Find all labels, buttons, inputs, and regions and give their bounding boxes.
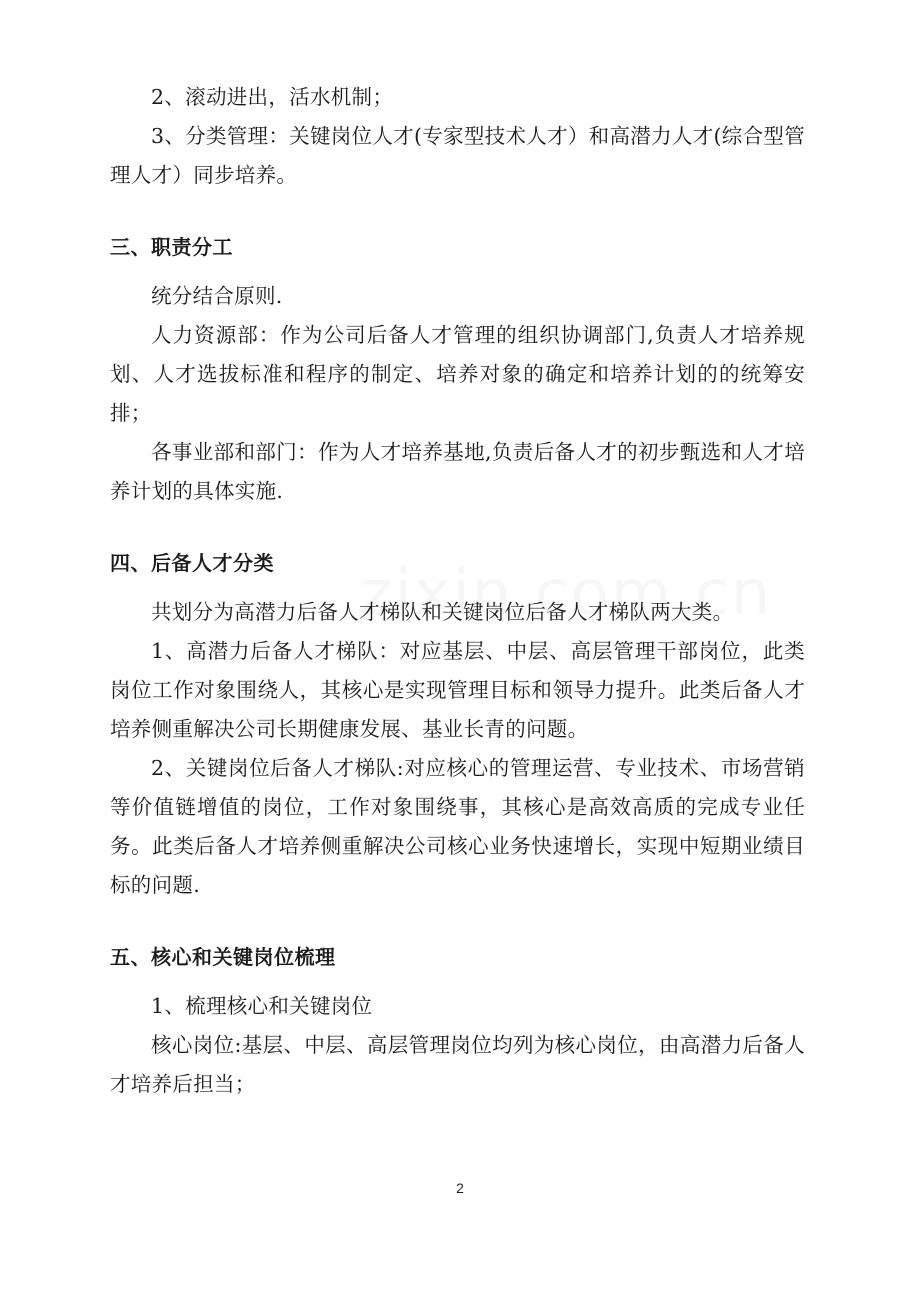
section-heading-position-review: 五、核心和关键岗位梳理 bbox=[110, 945, 336, 969]
paragraph-core-positions: 核心岗位:基层、中层、高层管理岗位均列为核心岗位，由高潜力后备人才培养后担当； bbox=[110, 1033, 805, 1096]
paragraph-business-units: 各事业部和部门：作为人才培养基地,负责后备人才的初步甄选和人才培养计划的具体实施. bbox=[110, 440, 805, 503]
paragraph-review-positions: 1、梳理核心和关键岗位 bbox=[151, 994, 373, 1018]
paragraph-high-potential: 1、高潜力后备人才梯队：对应基层、中层、高层管理干部岗位，此类岗位工作对象围绕人，其核心是实现管理目标和领导力提升。此类后备人才培养侧重解决公司长期健康发展、基业长青的问题。 bbox=[110, 639, 805, 741]
paragraph-classified-management: 3、分类管理：关键岗位人才(专家型技术人才）和高潜力人才(综合型管理人才）同步培养。 bbox=[110, 124, 805, 187]
document-body bbox=[110, 78, 805, 1104]
section-heading-responsibilities: 三、职责分工 bbox=[110, 235, 233, 259]
section-heading-talent-categories: 四、后备人才分类 bbox=[110, 551, 274, 575]
paragraph-hr-department: 人力资源部：作为公司后备人才管理的组织协调部门,负责人才培养规划、人才选拔标准和程序的制定、培养对象的确定和培养计划的的统筹安排； bbox=[110, 323, 805, 425]
paragraph-rolling-entry: 2、滚动进出，活水机制； bbox=[151, 85, 394, 109]
paragraph-principle: 统分结合原则. bbox=[151, 284, 283, 308]
page-number: 2 bbox=[456, 1180, 464, 1196]
paragraph-two-categories: 共划分为高潜力后备人才梯队和关键岗位后备人才梯队两大类。 bbox=[151, 600, 734, 624]
paragraph-key-positions: 2、关键岗位后备人才梯队:对应核心的管理运营、专业技术、市场营销等价值链增值的岗位，工作对象围绕事，其核心是高效高质的完成专业任务。此类后备人才培养侧重解决公司核心业务快速增长，实现中短期业绩目标的问题. bbox=[110, 756, 805, 897]
